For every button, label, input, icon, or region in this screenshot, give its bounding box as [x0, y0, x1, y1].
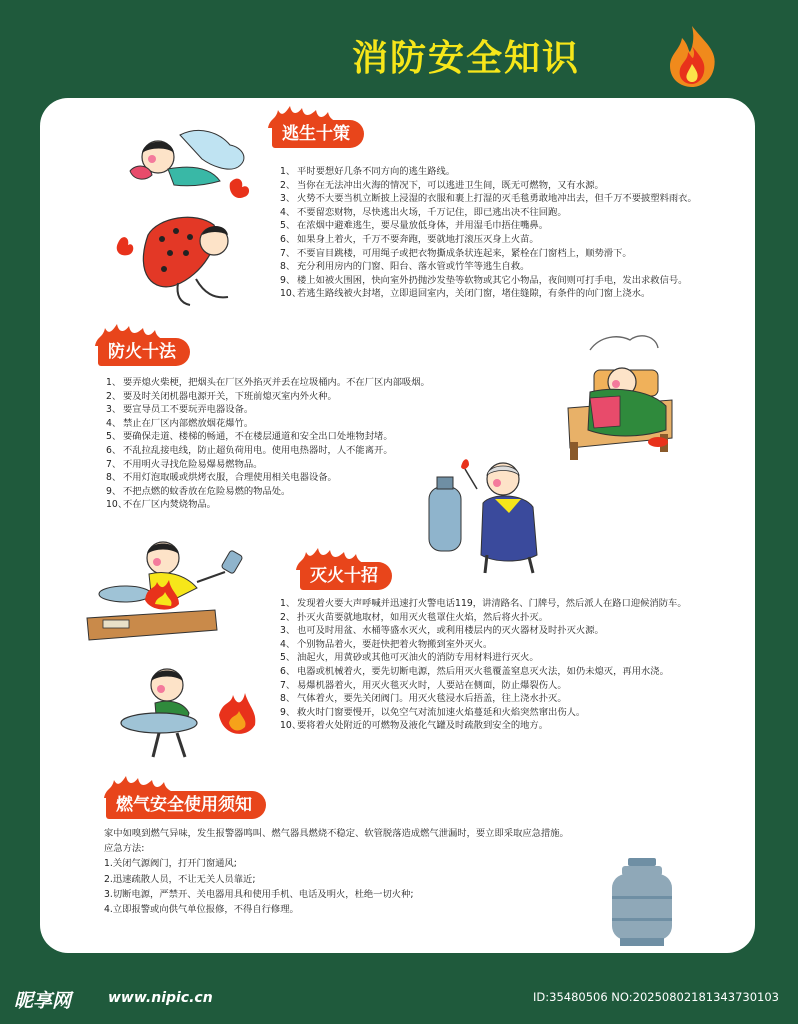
list-item: 8、 不用灯泡取暖或烘烤衣服，合理使用相关电器设备。 — [106, 472, 337, 484]
escape-list — [280, 165, 704, 301]
bed-illustration — [560, 330, 680, 465]
list-item: 1、 要弄熄火柴梗，把烟头在厂区外掐灭并丢在垃圾桶内。不在厂区内部吸烟。 — [106, 377, 430, 388]
list-item: 2、 当你在无法冲出火海的情况下，可以逃进卫生间，既无可燃物，又有水源。 — [280, 179, 604, 191]
list-item: 5、 油起火，用黄砂或其他可灭油火的消防专用材料进行灭火。 — [280, 652, 539, 664]
gas-match-illustration — [425, 455, 560, 575]
list-item: 1、 平时要想好几条不同方向的逃生路线。 — [280, 166, 456, 177]
list-item: 10、 若逃生路线被火封堵，立即退回室内，关闭门窗，堵住缝隙，有条件的向门窗上浇水。 — [280, 288, 651, 300]
list-item: 7、 易爆机器着火，用灭火毯灭火时，人要站在侧面，防止爆裂伤人。 — [280, 679, 567, 691]
list-item: 1、 发现着火要大声呼喊并迅速打火警电话119，讲清路名、门牌号，然后派人在路口迎候消防车。 — [280, 598, 687, 609]
list-item: 2、 要及时关闭机器电源开关，下班前熄灭室内外火种。 — [106, 390, 337, 402]
footer-id: ID:35480506 NO:20250802181343730103 — [533, 990, 779, 1004]
list-item: 9、 楼上如被火围困，快向室外扔抛沙发垫等软物或其它小物品，夜间则可打手电，发出求救信号。 — [280, 274, 688, 286]
gas-intro: 家中如嗅到燃气异味，发生报警器鸣叫、燃气器具燃烧不稳定、软管脱落造成燃气泄漏时，要立即采取应急措施。 — [104, 828, 569, 839]
extinguish-list — [280, 597, 704, 733]
section-label-prevention: 防火十法 — [98, 338, 190, 366]
list-item: 4、 禁止在厂区内部燃放烟花爆竹。 — [106, 417, 254, 429]
gas-cylinder-icon — [608, 856, 676, 948]
list-item: 2、 扑灭火苗要就地取材，如用灭火毯罩住火焰，然后将火扑灭。 — [280, 611, 549, 623]
list-item: 3、 也可及时用盆、水桶等盛水灭火，或利用楼层内的灭火器材及时扑灭火源。 — [280, 625, 604, 637]
list-item: 6、 不乱拉乱接电线，防止超负荷用电。使用电热器时，人不能离开。 — [106, 444, 393, 456]
page-title: 消防安全知识 — [352, 38, 581, 79]
gas-step: 4.立即报警或向供气单位报修，不得自行修理。 — [104, 904, 299, 916]
gas-step: 1.关闭气源阀门，打开门窗通风; — [104, 858, 237, 870]
gas-step: 3.切断电源，严禁开、关电器用具和使用手机、电话及明火，杜绝一切火种; — [104, 888, 414, 900]
list-item: 6、 如果身上着火，千万不要奔跑，要就地打滚压灭身上火苗。 — [280, 233, 539, 245]
flame-icon — [664, 24, 720, 88]
list-item: 6、 电器或机械着火，要先切断电源，然后用灭火毯覆盖窒息灭火法，如仍未熄灭，再用水浇。 — [280, 665, 669, 677]
footer-url: www.nipic.cn — [108, 990, 213, 1006]
list-item: 10、 要将着火处附近的可燃物及液化气罐及时疏散到安全的地方。 — [280, 720, 549, 732]
list-item: 5、 要确保走道、楼梯的畅通，不在楼层通道和安全出口处堆物封堵。 — [106, 431, 393, 443]
list-item: 9、 救火时门窗要慢开，以免空气对流加速火焰蔓延和火焰突然窜出伤人。 — [280, 706, 586, 718]
escape-illustration — [110, 125, 260, 310]
list-item: 4、 不要留恋财物，尽快逃出火场，千万记住，即已逃出决不往回跑。 — [280, 206, 567, 218]
list-item: 10、 不在厂区内焚烧物品。 — [106, 499, 216, 511]
cooking-fire-illustration — [85, 538, 255, 648]
list-item: 9、 不把点燃的蚊香放在危险易燃的物品处。 — [106, 485, 291, 497]
section-label-escape: 逃生十策 — [272, 120, 364, 148]
water-basin-illustration — [115, 665, 275, 765]
list-item: 5、 在浓烟中避难逃生，要尽量放低身体，并用湿毛巾捂住嘴鼻。 — [280, 220, 549, 232]
list-item: 3、 要宣导员工不要玩弄电器设备。 — [106, 404, 254, 416]
list-item: 8、 充分利用房内的门窗、阳台、落水管或竹竿等逃生自救。 — [280, 261, 530, 273]
list-item: 4、 个别物品着火，要赶快把着火物搬到室外灭火。 — [280, 638, 493, 650]
list-item: 7、 不用明火寻找危险易爆易燃物品。 — [106, 458, 263, 470]
section-label-gas: 燃气安全使用须知 — [106, 791, 266, 819]
list-item: 7、 不要盲目跳楼，可用绳子或把衣物撕成条状连起来，紧栓在门窗档上，顺势滑下。 — [280, 247, 632, 259]
gas-step: 2.迅速疏散人员，不让无关人员靠近; — [104, 873, 256, 885]
list-item: 3、 火势不大要当机立断披上浸湿的衣服和裹上打湿的灭毛毯勇敢地冲出去，但千万不要披塑料雨衣。 — [280, 193, 697, 205]
section-label-extinguish: 灭火十招 — [300, 562, 392, 590]
footer-logo: 昵享网 — [14, 990, 72, 1012]
gas-method-title: 应急方法: — [104, 843, 145, 855]
prevention-list — [106, 376, 458, 512]
list-item: 8、 气体着火，要先关闭阀门。用灭火毯浸水后捂盖，往上浇水扑灭。 — [280, 693, 567, 705]
